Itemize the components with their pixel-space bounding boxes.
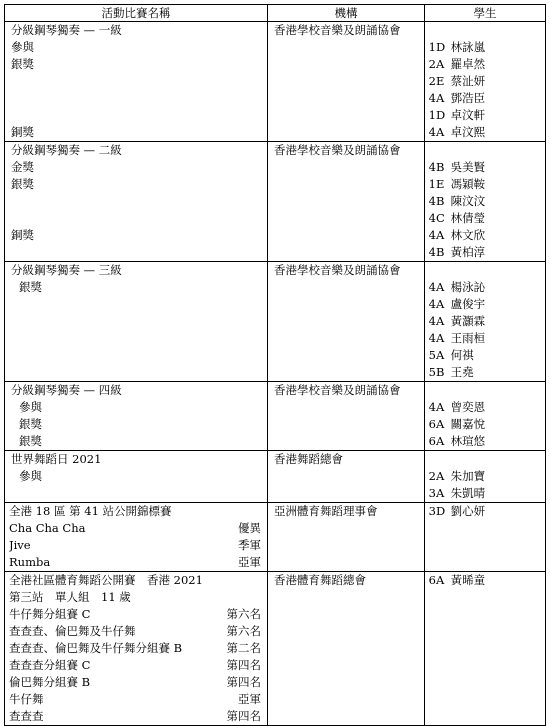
org-cell [268, 572, 425, 726]
table-row [5, 503, 546, 572]
org-name: 香港學校音樂及朗誦協會 [274, 263, 401, 277]
award-line: 銀獎 [19, 280, 42, 294]
award-line: Rumba 亞軍 [9, 555, 261, 569]
activity-title: 分級鋼琴獨奏 — 一級 [11, 23, 122, 37]
header-activity: 活動比賽名稱 [5, 5, 268, 22]
org-cell [268, 142, 425, 262]
award-line: Cha Cha Cha 優異 [9, 521, 261, 535]
award-line: 銀獎 [11, 177, 34, 191]
activity-cell [5, 262, 268, 382]
student-cell [425, 22, 546, 142]
student-cell [425, 503, 546, 572]
award-line: 查查查、倫巴舞及牛仔舞分組賽 B 第二名 [9, 641, 261, 655]
student-line [425, 22, 545, 39]
student-line: 4B 陳汶汶 [428, 194, 486, 208]
student-line: 4A 曾奕恩 [428, 400, 486, 414]
activity-cell [5, 382, 268, 451]
student-line: 4A 黃灝霖 [428, 314, 486, 328]
activity-title: 世界舞蹈日 2021 [11, 452, 102, 466]
activity-subtitle: 第三站 單人組 11 歲 [9, 590, 131, 604]
header-row [5, 5, 546, 22]
table-row [5, 451, 546, 503]
table-row [5, 262, 546, 382]
activity-cell [5, 503, 268, 572]
org-cell [268, 451, 425, 503]
student-line: 4B 黃柏淳 [428, 245, 486, 259]
student-line [425, 142, 545, 159]
student-cell [425, 572, 546, 726]
org-cell [268, 382, 425, 451]
student-line: 1D 林詠嵐 [428, 40, 486, 54]
award-line [11, 210, 267, 227]
org-name: 香港學校音樂及朗誦協會 [274, 383, 401, 397]
award-line: 銀獎 [11, 57, 34, 71]
student-line: 4A 盧俊宇 [428, 297, 486, 311]
table-row [5, 142, 546, 262]
awards-table [4, 4, 546, 726]
student-line: 1D 卓汶軒 [428, 108, 486, 122]
student-line [425, 451, 545, 468]
student-line: 2A 羅卓然 [428, 57, 486, 71]
student-line: 6A 關嘉悅 [428, 417, 486, 431]
award-line: 銅獎 [11, 228, 34, 242]
award-line [11, 347, 267, 364]
student-cell [425, 382, 546, 451]
activity-title: 全港社區體育舞蹈公開賽 香港 2021 [9, 573, 203, 587]
award-line [11, 244, 267, 261]
org-name: 亞洲體育舞蹈理事會 [274, 504, 378, 518]
org-name: 香港舞蹈總會 [274, 452, 343, 466]
award-line: 金獎 [11, 160, 34, 174]
award-line [11, 90, 267, 107]
award-line [11, 330, 267, 347]
award-line: 參與 [19, 469, 42, 483]
activity-cell [5, 572, 268, 726]
student-line: 1E 馮穎鞍 [428, 177, 486, 191]
student-line: 6A 林瑄悠 [428, 434, 486, 448]
award-line: Jive 季軍 [9, 538, 261, 552]
award-line [11, 296, 267, 313]
student-line: 2E 蔡沚妍 [428, 74, 486, 88]
org-cell [268, 262, 425, 382]
student-line: 3D 劉心妍 [428, 504, 486, 518]
activity-cell [5, 451, 268, 503]
award-line: 銅獎 [11, 125, 34, 139]
award-line: 查查查、倫巴舞及牛仔舞 第六名 [9, 624, 261, 638]
table-row [5, 382, 546, 451]
award-line [11, 73, 267, 90]
table-row [5, 572, 546, 726]
award-line [11, 107, 267, 124]
activity-title: 分級鋼琴獨奏 — 二級 [11, 143, 122, 157]
student-line: 5A 何祺 [428, 348, 474, 362]
student-line: 3A 朱凱晴 [428, 486, 486, 500]
org-name: 香港學校音樂及朗誦協會 [274, 143, 401, 157]
award-line [11, 313, 267, 330]
award-line: 查查查 第四名 [9, 709, 261, 723]
award-line [11, 193, 267, 210]
org-cell [268, 503, 425, 572]
award-line: 參與 [11, 40, 34, 54]
student-line: 4A 鄧浩臣 [428, 91, 486, 105]
student-line: 4A 楊泳訫 [428, 280, 486, 294]
activity-cell [5, 142, 268, 262]
activity-cell [5, 22, 268, 142]
student-cell [425, 262, 546, 382]
activity-title: 全港 18 區 第 41 站公開錦標賽 [9, 504, 172, 518]
award-line [11, 485, 267, 502]
award-line [11, 364, 267, 381]
student-line [425, 262, 545, 279]
award-line: 倫巴舞分組賽 B 第四名 [9, 675, 261, 689]
activity-title: 分級鋼琴獨奏 — 三級 [11, 263, 122, 277]
student-line: 4A 林文欣 [428, 228, 486, 242]
table-row [5, 22, 546, 142]
student-line: 4C 林倩瑩 [428, 211, 486, 225]
student-cell [425, 451, 546, 503]
header-org: 機構 [268, 5, 425, 22]
student-line: 6A 黃晞童 [428, 573, 486, 587]
student-line: 4B 吳美賢 [428, 160, 486, 174]
student-line: 5B 王堯 [428, 365, 474, 379]
student-line [425, 382, 545, 399]
award-line: 牛仔舞分組賽 C 第六名 [9, 607, 261, 621]
student-line: 4A 卓汶熙 [428, 125, 486, 139]
student-line: 4A 王雨桓 [428, 331, 486, 345]
org-name: 香港學校音樂及朗誦協會 [274, 23, 401, 37]
org-name: 香港體育舞蹈總會 [274, 573, 366, 587]
award-line: 銀獎 [19, 434, 42, 448]
award-line: 參與 [19, 400, 42, 414]
activity-title: 分級鋼琴獨奏 — 四級 [11, 383, 122, 397]
student-cell [425, 142, 546, 262]
org-cell [268, 22, 425, 142]
header-student: 學生 [425, 5, 546, 22]
student-line: 2A 朱加寶 [428, 469, 486, 483]
award-line: 銀獎 [19, 417, 42, 431]
award-line: 牛仔舞 亞軍 [9, 692, 261, 706]
award-line: 查查查分組賽 C 第四名 [9, 658, 261, 672]
